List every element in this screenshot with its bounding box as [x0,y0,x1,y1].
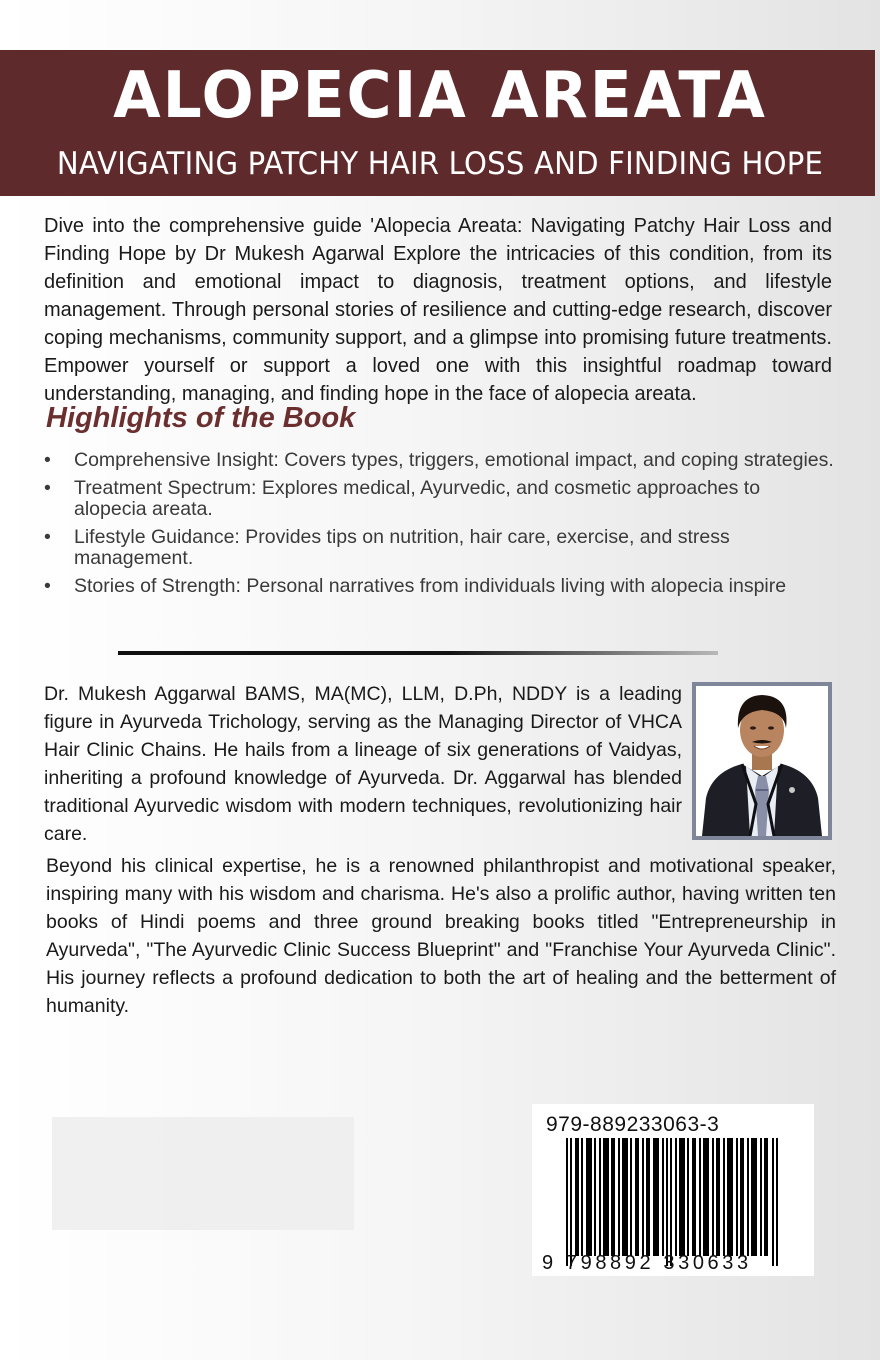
author-bio-continued: Beyond his clinical expertise, he is a renowned philanthropist and motivational speaker, inspiring many with his wisdom and charisma. He's also a prolific author, having written ten books of Hindi poems and three ground breaking books titled "Entrepreneurship in Ayurveda", "The Ayurvedic Clinic Success Blueprint" and "Franchise Your Ayurveda Clinic". His journey reflects a profound dedication to both the art of healing and the betterment of humanity. [46,855,836,1017]
bullet-icon: • [44,449,51,471]
highlights-list [44,450,834,604]
author-photo [692,682,832,840]
blank-panel [52,1117,354,1230]
bullet-icon: • [44,526,51,548]
barcode-digits: 9 798892 330633 [542,1252,752,1274]
section-divider [118,651,718,655]
author-portrait-illustration [696,686,828,836]
list-item-text: Treatment Spectrum: Explores medical, Ayurvedic, and cosmetic approaches to alopecia areata. [74,477,761,520]
book-description: Dive into the comprehensive guide 'Alopecia Areata: Navigating Patchy Hair Loss and Finding Hope by Dr Mukesh Agarwal Explore the intricacies of this condition, from its definition and emotional impact to diagnosis, treatment options, and lifestyle management. Through personal stories of resilience and cutting-edge research, discover coping mechanisms, community support, and a glimpse into promising future treatments. Empower yourself or support a loved one with this insightful roadmap toward understanding, managing, and finding hope in the face of alopecia areata. [44,215,832,405]
list-item [44,527,834,569]
book-subtitle: NAVIGATING PATCHY HAIR LOSS AND FINDING HOPE [56,146,824,182]
book-title: ALOPECIA AREATA [113,59,767,133]
list-item [44,450,834,471]
bullet-icon: • [44,477,51,499]
list-item [44,576,834,597]
isbn-barcode [532,1104,814,1276]
list-item-text: Comprehensive Insight: Covers types, triggers, emotional impact, and coping strategies. [74,449,834,471]
bullet-icon: • [44,575,51,597]
list-item [44,478,834,520]
barcode-bars [566,1138,786,1266]
author-bio: Dr. Mukesh Aggarwal BAMS, MA(MC), LLM, D.Ph, NDDY is a leading figure in Ayurveda Trichology, serving as the Managing Director of VHCA Hair Clinic Chains. He hails from a lineage of six generations of Vaidyas, inheriting a profound knowledge of Ayurveda. Dr. Aggarwal has blended traditional Ayurvedic wisdom with modern techniques, revolutionizing hair care. [44,683,682,845]
highlights-heading: Highlights of the Book [46,402,356,434]
list-item-text: Lifestyle Guidance: Provides tips on nutrition, hair care, exercise, and stress management. [74,526,730,569]
list-item-text: Stories of Strength: Personal narratives from individuals living with alopecia inspire [74,575,787,597]
isbn-number: 979-889233063-3 [546,1113,720,1136]
